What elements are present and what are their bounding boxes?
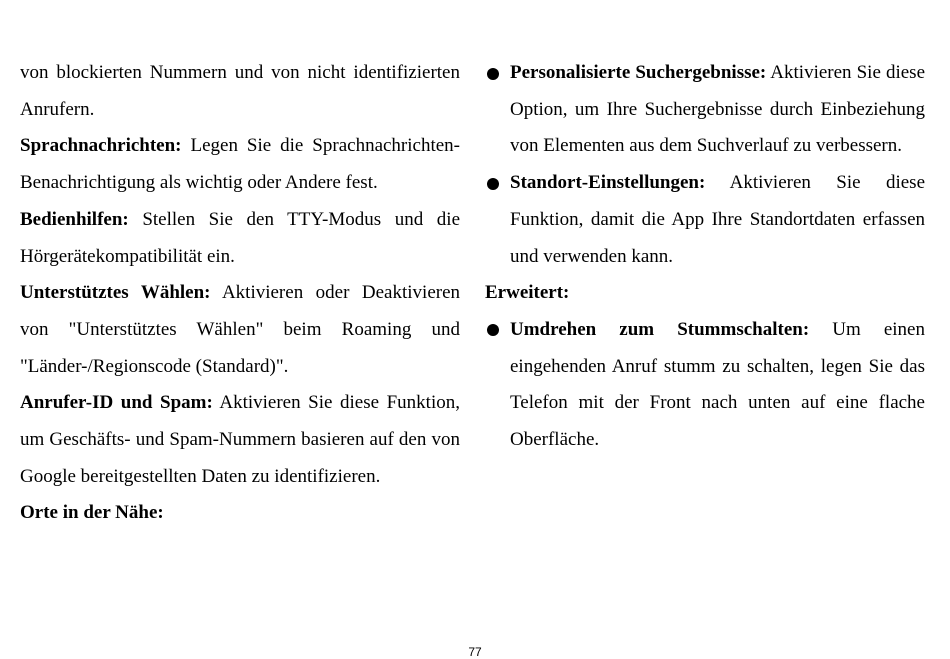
unterstuetztes-waehlen-paragraph xyxy=(20,275,460,385)
erweitert-heading-text: Erweitert: xyxy=(485,282,570,304)
sprachnachrichten-paragraph xyxy=(20,128,460,201)
personalisierte-label: Personalisierte Suchergebnisse: xyxy=(510,62,767,83)
orte-heading-text: Orte in der Nähe: xyxy=(20,502,164,524)
sprachnachrichten-label: Sprachnachrichten: xyxy=(20,135,182,157)
bullet-personalisierte-suchergebnisse xyxy=(485,55,925,165)
standort-label: Standort-Einstellungen: xyxy=(510,172,706,194)
bullet-standort-einstellungen xyxy=(485,165,925,275)
bullet-dot-icon xyxy=(487,324,499,336)
bullet-umdrehen-zum-stummschalten xyxy=(485,312,925,459)
umdrehen-label: Umdrehen zum Stummschalten: xyxy=(510,318,810,340)
unterstuetztes-waehlen-text: Aktivieren oder Deaktivieren von "Unterstütztes Wählen" beim Roaming und "Länder-/Regionscode (Standard)". xyxy=(20,282,461,377)
unterstuetztes-waehlen-label: Unterstütztes Wählen: xyxy=(20,282,211,304)
anrufer-id-label: Anrufer-ID und Spam: xyxy=(20,392,213,414)
right-column xyxy=(485,55,925,459)
anrufer-id-paragraph xyxy=(20,385,460,495)
bullet-dot-icon xyxy=(487,178,499,190)
anrufer-id-text: Aktivieren Sie diese Funktion, um Geschäfts- und Spam-Nummern basieren auf den von Google bereitgestellten Daten zu identifizieren. xyxy=(20,392,460,487)
left-column xyxy=(20,55,460,532)
bullet-dot-icon xyxy=(487,68,499,80)
page-number: 77 xyxy=(468,645,482,659)
bedienhilfen-text: Stellen Sie den TTY-Modus und die Hörgerätekompatibilität ein. xyxy=(20,208,460,267)
standort-text: Aktivieren Sie diese Funktion, damit die App Ihre Standortdaten erfassen und verwenden kann. xyxy=(510,172,925,267)
umdrehen-text: Um einen eingehenden Anruf stumm zu schalten, legen Sie das Telefon mit der Front nach unten auf eine flache Oberfläche. xyxy=(510,318,925,451)
bedienhilfen-paragraph xyxy=(20,202,460,275)
erweitert-heading xyxy=(485,275,925,312)
sprachnachrichten-text: Legen Sie die Sprachnachrichten-Benachrichtigung als wichtig oder Andere fest. xyxy=(20,135,461,194)
personalisierte-text: Aktivieren Sie diese Option, um Ihre Suchergebnisse durch Einbeziehung von Elementen aus dem Suchverlauf zu verbessern. xyxy=(510,62,926,157)
orte-heading xyxy=(20,495,460,532)
intro-continuation: von blockierten Nummern und von nicht identifizierten Anrufern. xyxy=(20,62,460,120)
bedienhilfen-label: Bedienhilfen: xyxy=(20,208,129,230)
